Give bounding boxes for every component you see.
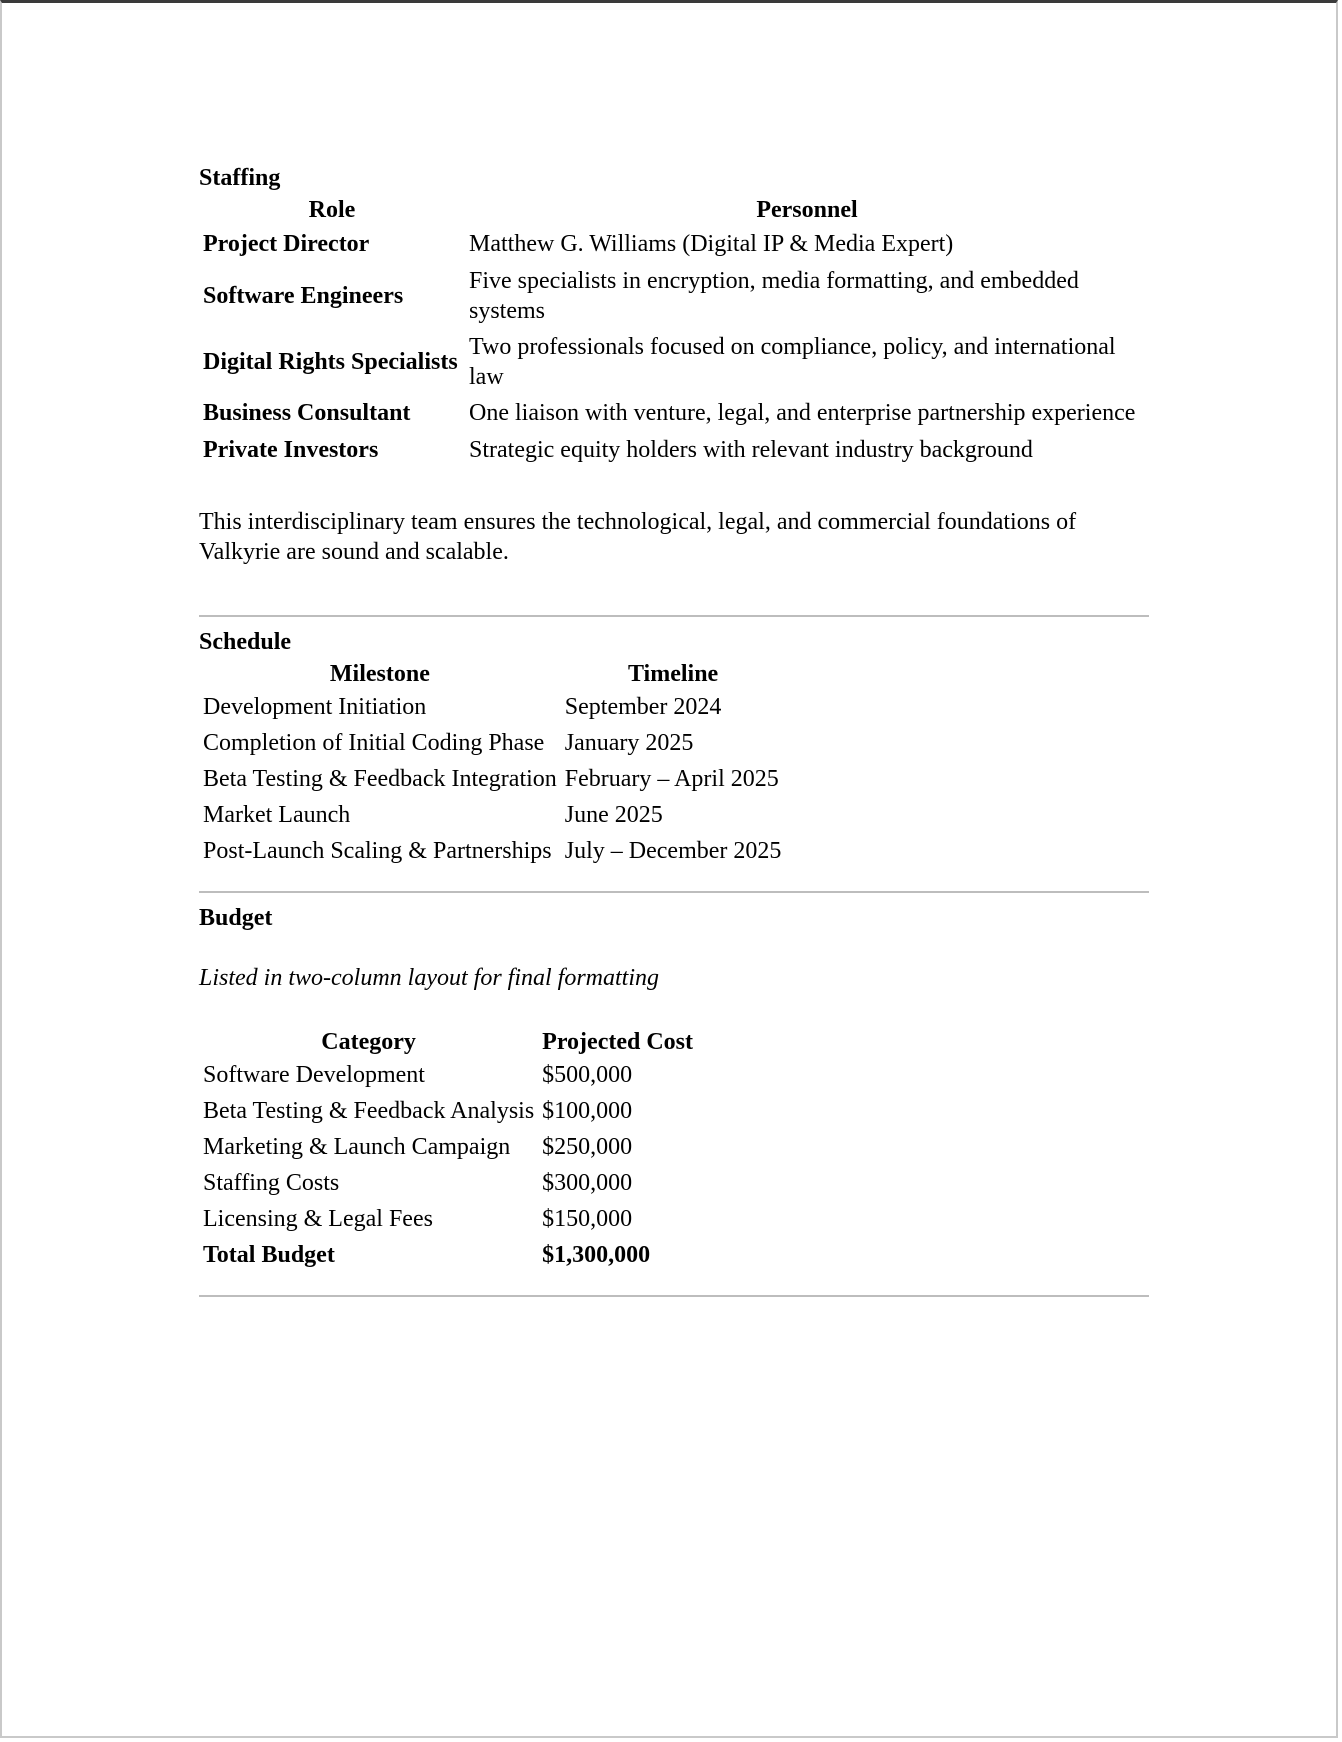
personnel-cell: One liaison with venture, legal, and enterprise partnership experience [469,400,1136,426]
cost-cell: $150,000 [542,1206,633,1232]
section-divider [199,1295,1149,1297]
table-row [199,797,785,833]
milestone-cell: Development Initiation [203,694,427,720]
budget-note: Listed in two-column layout for final formatting [199,965,660,991]
category-column-header: Category [321,1029,416,1055]
schedule-heading: Schedule [199,629,292,655]
table-row [199,329,1149,395]
budget-table [199,1027,697,1273]
section-divider [199,891,1149,893]
milestone-cell: Completion of Initial Coding Phase [203,730,545,756]
personnel-cell: Matthew G. Williams (Digital IP & Media Expert) [469,231,954,257]
category-cell: Beta Testing & Feedback Analysis [203,1098,535,1124]
budget-heading: Budget [199,905,273,931]
staffing-header-row [199,195,1149,225]
timeline-cell: June 2025 [564,802,663,828]
role-cell: Software Engineers [203,283,404,309]
timeline-cell: February – April 2025 [564,766,779,792]
staffing-heading: Staffing [199,165,281,191]
role-cell: Project Director [203,231,370,257]
role-cell: Private Investors [203,437,379,463]
table-row [199,395,1149,431]
timeline-cell: September 2024 [564,694,722,720]
category-cell: Staffing Costs [203,1170,340,1196]
table-row [199,1129,697,1165]
staffing-table [199,195,1149,469]
personnel-column-header: Personnel [756,197,858,223]
staffing-summary: This interdisciplinary team ensures the technological, legal, and commercial foundations of Valkyrie are sound and scalable. [199,509,1077,565]
table-row [199,263,1149,329]
schedule-table [199,659,785,869]
table-row [199,689,785,725]
category-cell: Licensing & Legal Fees [203,1206,433,1232]
milestone-cell: Beta Testing & Feedback Integration [203,766,557,792]
personnel-cell: Five specialists in encryption, media formatting, and embedded systems [469,268,1079,324]
table-row [199,1057,697,1093]
total-label: Total Budget [203,1242,335,1268]
total-value: $1,300,000 [542,1242,651,1268]
milestone-cell: Market Launch [203,802,351,828]
role-column-header: Role [308,197,356,223]
category-cell: Marketing & Launch Campaign [203,1134,511,1160]
cost-cell: $300,000 [542,1170,633,1196]
personnel-cell: Two professionals focused on compliance, policy, and international law [469,334,1116,390]
table-row [199,1093,697,1129]
role-cell: Digital Rights Specialists [203,349,458,375]
table-row [199,725,785,761]
budget-header-row [199,1027,697,1057]
table-row [199,431,1149,469]
role-cell: Business Consultant [203,400,411,426]
table-row [199,1165,697,1201]
table-row [199,833,785,869]
timeline-column-header: Timeline [627,661,719,687]
document-content [199,163,1149,1297]
category-cell: Software Development [203,1062,425,1088]
table-row [199,761,785,797]
cost-cell: $500,000 [542,1062,633,1088]
cost-cell: $250,000 [542,1134,633,1160]
milestone-cell: Post-Launch Scaling & Partnerships [203,838,552,864]
personnel-cell: Strategic equity holders with relevant industry background [469,437,1033,463]
timeline-cell: January 2025 [564,730,694,756]
milestone-column-header: Milestone [329,661,430,687]
cost-cell: $100,000 [542,1098,633,1124]
table-row [199,225,1149,263]
timeline-cell: July – December 2025 [564,838,782,864]
section-divider [199,615,1149,617]
table-row [199,1201,697,1237]
total-row [199,1237,697,1273]
cost-column-header: Projected Cost [542,1029,694,1055]
schedule-header-row [199,659,785,689]
